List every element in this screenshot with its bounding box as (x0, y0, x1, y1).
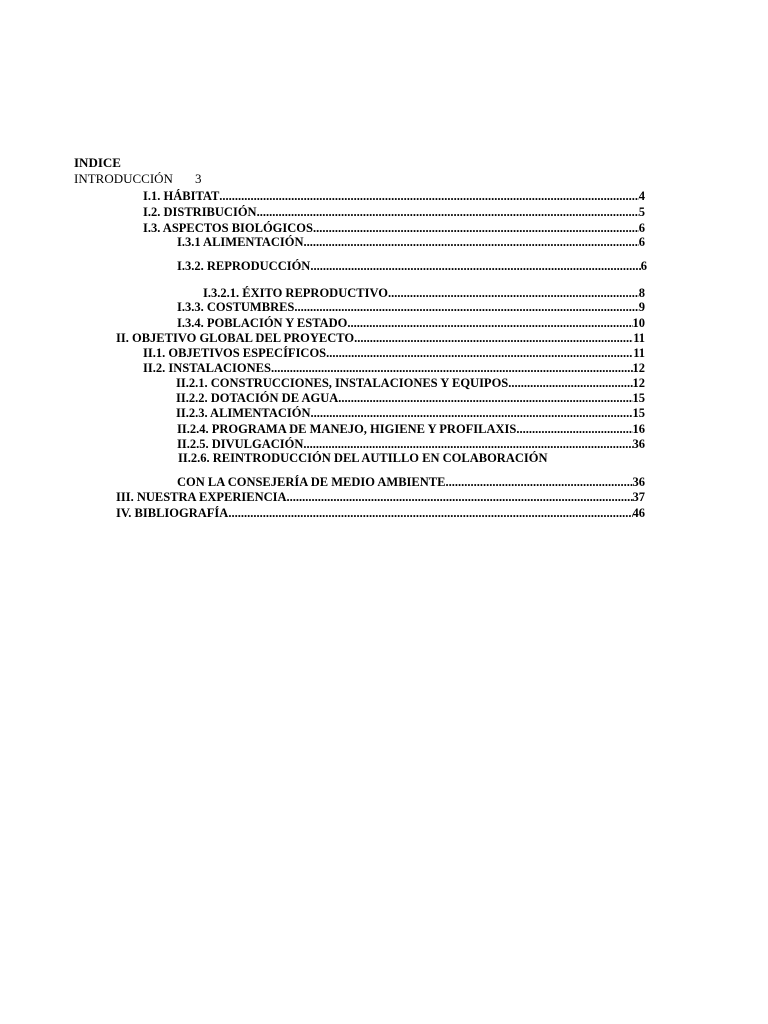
toc-entry-page: 15 (632, 406, 645, 420)
toc-entry-label: INTRODUCCIÓN (74, 171, 173, 186)
toc-entry-label: I.1. HÁBITAT (143, 189, 220, 203)
toc-entry-page: 46 (632, 506, 645, 520)
toc-entry-reproduccion (177, 257, 647, 275)
toc-entry-page: 11 (633, 331, 645, 345)
toc-entry-label: II.2.3. ALIMENTACIÓN (176, 406, 311, 420)
toc-entry-page: 5 (638, 205, 645, 219)
toc-entry-bibliografia (116, 504, 645, 522)
toc-entry-label: I.3.2. REPRODUCCIÓN (177, 259, 311, 273)
toc-entry-page: 6 (640, 259, 647, 273)
toc-entry-label: I.3.1 ALIMENTACIÓN (177, 235, 304, 249)
toc-entry-page: 36 (632, 475, 645, 489)
toc-entry-page: 6 (638, 235, 645, 249)
toc-entry-label: II.2. INSTALACIONES (143, 361, 271, 375)
toc-entry-page: 12 (632, 376, 645, 390)
toc-entry-label: CON LA CONSEJERÍA DE MEDIO AMBIENTE (177, 475, 446, 489)
toc-entry-reintroduccion-line1: II.2.6. REINTRODUCCIÓN DEL AUTILLO EN COLABORACIÓN (178, 451, 548, 465)
toc-entry-page: 16 (632, 422, 645, 436)
toc-entry-page: 4 (638, 189, 645, 203)
toc-entry-page: 10 (632, 316, 645, 330)
toc-entry-label: I.3.2.1. ÉXITO REPRODUCTIVO (203, 286, 388, 300)
dot-leader (304, 233, 639, 251)
toc-entry-page: 6 (638, 221, 645, 235)
dot-leader (228, 504, 632, 522)
toc-entry-introduccion (74, 170, 201, 188)
toc-entry-label: II.2.1. CONSTRUCCIONES, INSTALACIONES Y EQUIPOS (176, 376, 509, 390)
toc-entry-label: I.3. ASPECTOS BIOLÓGICOS (143, 221, 313, 235)
toc-entry-label: IV. BIBLIOGRAFÍA (116, 506, 229, 520)
toc-entry-label: I.3.4. POBLACIÓN Y ESTADO (177, 316, 348, 330)
toc-entry-page: 36 (632, 437, 645, 451)
toc-entry-page: 15 (632, 391, 645, 405)
toc-entry-page: 8 (638, 286, 645, 300)
toc-entry-page: 3 (194, 171, 202, 186)
toc-entry-alimentacion (177, 233, 645, 251)
toc-entry-label: II.2.2. DOTACIÓN DE AGUA (176, 391, 339, 405)
toc-entry-label: II.1. OBJETIVOS ESPECÍFICOS (143, 346, 327, 360)
toc-entry-page: 11 (633, 346, 645, 360)
dot-leader (310, 257, 640, 275)
toc-entry-page: 37 (632, 490, 645, 504)
toc-heading: INDICE (74, 155, 121, 170)
toc-entry-label: II.2.5. DIVULGACIÓN (177, 437, 304, 451)
toc-entry-label: II. OBJETIVO GLOBAL DEL PROYECTO (116, 331, 355, 345)
toc-entry-page: 9 (638, 300, 645, 314)
toc-entry-label: III. NUESTRA EXPERIENCIA (116, 490, 287, 504)
toc-entry-page: 12 (632, 361, 645, 375)
toc-entry-label: I.3.3. COSTUMBRES (177, 300, 295, 314)
toc-entry-label: II.2.4. PROGRAMA DE MANEJO, HIGIENE Y PROFILAXIS (177, 422, 517, 436)
toc-entry-label: I.2. DISTRIBUCIÓN (143, 205, 257, 219)
